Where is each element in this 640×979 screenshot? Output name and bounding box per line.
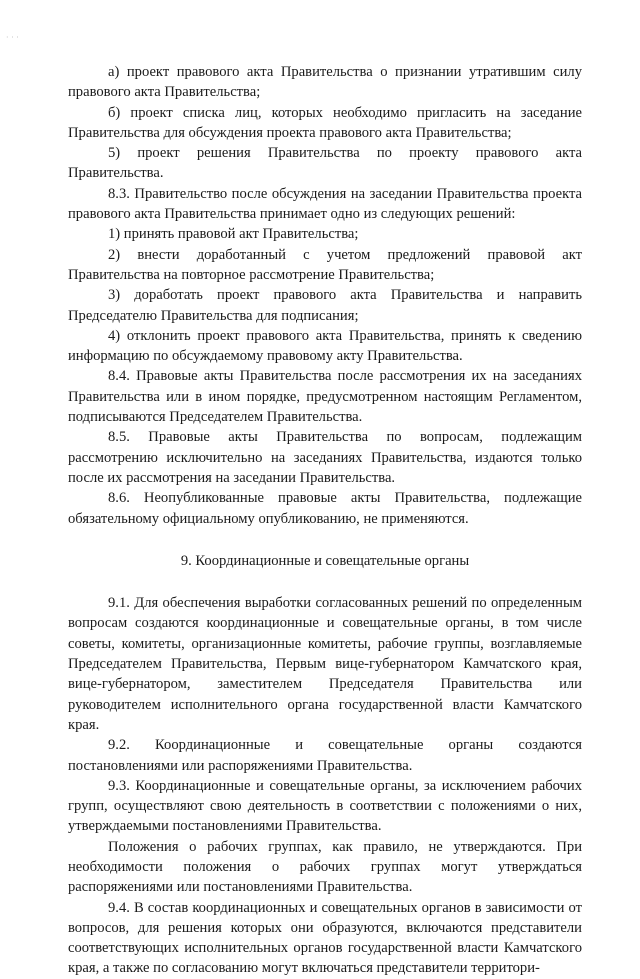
paragraph-8-3-option-4: 4) отклонить проект правового акта Правительства, принять к сведению информацию по обсуждаемому правовому акту Правительства.: [68, 327, 582, 365]
paragraph-8-3-option-1: 1) принять правовой акт Правительства;: [108, 226, 359, 243]
paragraph-9-4: 9.4. В состав координационных и совещательных органов в зависимости от вопросов, для решения которых они образуются, включаются представители соответствующих исполнительных органов государственной власти Камчатского края, а также по согласованию могут включаться представители территори-: [68, 899, 582, 977]
paragraph-8-3-option-2: 2) внести доработанный с учетом предложений правовой акт Правительства на повторное рассмотрение Правительства;: [68, 246, 582, 283]
paragraph-9-3-working-groups: Положения о рабочих группах, как правило, не утверждаются. При необходимости положения о рабочих группах могут утверждаться распоряжениями или постановлениями Правительства.: [68, 838, 582, 896]
paragraph-9-2: 9.2. Координационные и совещательные органы создаются постановлениями или распоряжениями Правительства.: [68, 737, 582, 774]
scan-margin-mark: · · ·: [6, 33, 19, 42]
paragraph-item-a: а) проект правового акта Правительства о признании утратившим силу правового акта Правительства;: [68, 64, 582, 101]
paragraph-8-3: 8.3. Правительство после обсуждения на заседании Правительства проекта правового акта Правительства принимает одно из следующих решений:: [68, 185, 582, 223]
paragraph-9-3: 9.3. Координационные и совещательные органы, за исключением рабочих групп, осуществляют свою деятельность в соответствии с положениями о них, утверждаемыми постановлениями Правительства.: [68, 777, 582, 835]
paragraph-8-5: 8.5. Правовые акты Правительства по вопросам, подлежащим рассмотрению исключительно на заседаниях Правительства, издаются только после их рассмотрения на заседании Правительства.: [68, 429, 582, 486]
paragraph-item-5: 5) проект решения Правительства по проекту правового акта Правительства.: [68, 145, 582, 182]
paragraph-8-6: 8.6. Неопубликованные правовые акты Правительства, подлежащие обязательному официальному опубликованию, не применяются.: [68, 490, 582, 527]
paragraph-8-4: 8.4. Правовые акты Правительства после рассмотрения их на заседаниях Правительства или в ином порядке, предусмотренном настоящим Регламентом, подписываются Председателем Правительства.: [68, 368, 582, 426]
paragraph-item-b: б) проект списка лиц, которых необходимо пригласить на заседание Правительства для обсуждения проекта правового акта Правительства;: [68, 104, 582, 141]
paragraph-9-1: 9.1. Для обеспечения выработки согласованных решений по определенным вопросам создаются координационные и совещательные органы, в том числе советы, комитеты, организационные комитеты, рабочие группы, возглавляемые Председателем Правительства, Первым вице-губернатором Камчатского края, вице-губернатором, заместителем Председателя Правительства или руководителем исполнительного органа государственной власти Камчатского края.: [68, 595, 582, 733]
paragraph-8-3-option-3: 3) доработать проект правового акта Правительства и направить Председателю Правительства для подписания;: [68, 287, 582, 324]
document-page: [68, 62, 582, 979]
section-heading: 9. Координационные и совещательные органы: [180, 552, 470, 569]
